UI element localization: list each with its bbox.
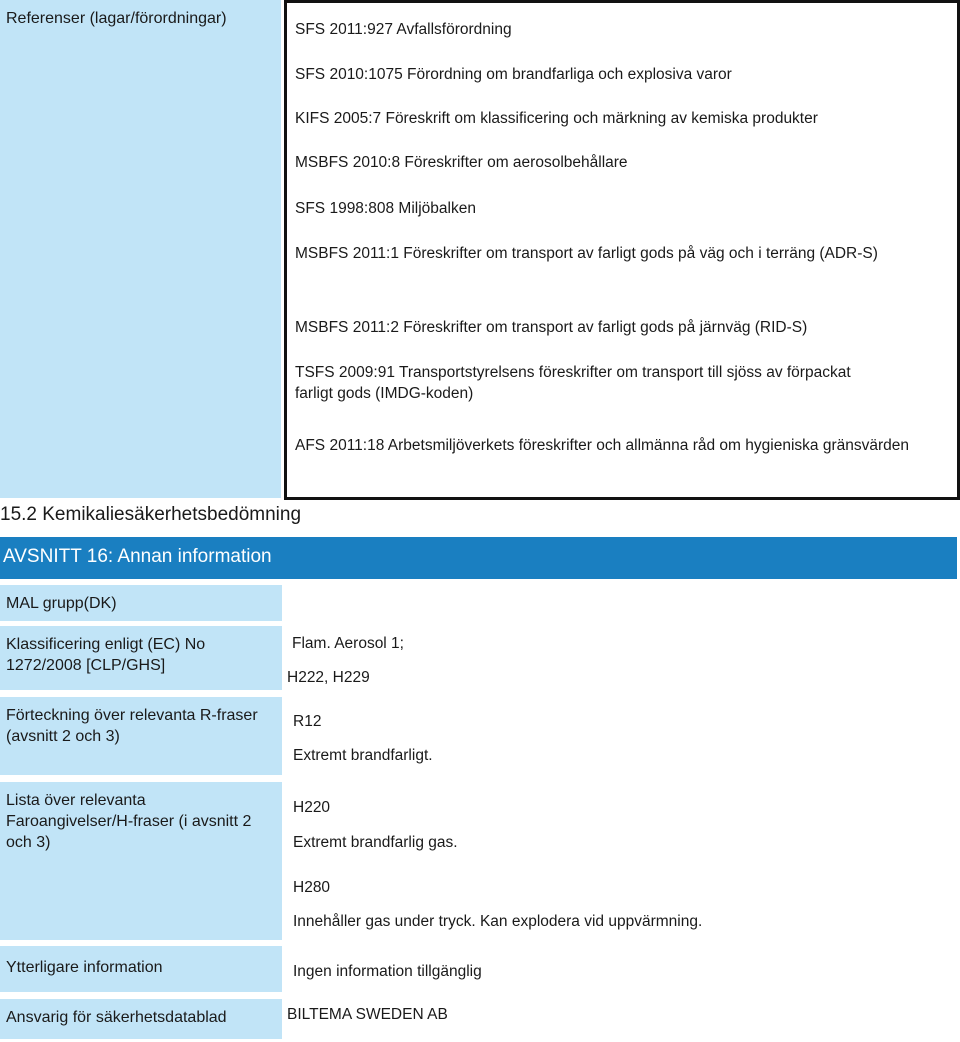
h-phrase-text-2: Innehåller gas under tryck. Kan explodera vid uppvärmning. xyxy=(293,913,703,930)
further-info-label: Ytterligare information xyxy=(6,959,163,976)
section-15-2-title: 15.2 Kemikaliesäkerhetsbedömning xyxy=(0,504,302,525)
references-label: Referenser (lagar/förordningar) xyxy=(6,10,227,27)
classification-label-cell xyxy=(0,626,282,690)
r-phrase-code: R12 xyxy=(293,713,322,730)
mal-group-label-cell xyxy=(0,585,282,621)
r-phrase-text: Extremt brandfarligt. xyxy=(293,747,433,764)
further-info-value: Ingen information tillgänglig xyxy=(293,963,482,980)
responsible-value: BILTEMA SWEDEN AB xyxy=(287,1006,448,1023)
classification-label: Klassificering enligt (EC) No 1272/2008 [CLP/GHS] xyxy=(6,636,206,674)
references-list xyxy=(284,0,960,500)
reference-item: KIFS 2005:7 Föreskrift om klassificering och märkning av kemiska produkter xyxy=(295,110,818,127)
reference-item: AFS 2011:18 Arbetsmiljöverkets föreskrifter och allmänna råd om hygieniska gränsvärden xyxy=(295,437,909,454)
mal-group-label: MAL grupp(DK) xyxy=(6,595,117,612)
r-phrases-label: Förteckning över relevanta R-fraser (avsnitt 2 och 3) xyxy=(6,707,258,745)
reference-item: MSBFS 2011:1 Föreskrifter om transport av farligt gods på väg och i terräng (ADR-S) xyxy=(295,245,878,262)
section-16-title: AVSNITT 16: Annan information xyxy=(3,546,272,567)
reference-item: MSBFS 2011:2 Föreskrifter om transport av farligt gods på järnväg (RID-S) xyxy=(295,319,808,336)
h-phrases-label: Lista över relevanta Faroangivelser/H-fraser (i avsnitt 2 och 3) xyxy=(6,792,252,851)
reference-item: SFS 2011:927 Avfallsförordning xyxy=(295,21,512,38)
section-16-header xyxy=(0,537,957,579)
reference-item: SFS 2010:1075 Förordning om brandfarliga och explosiva varor xyxy=(295,66,732,83)
h-phrases-label-cell xyxy=(0,782,282,940)
classification-line-2: H222, H229 xyxy=(287,669,370,686)
further-info-label-cell xyxy=(0,946,282,992)
h-phrase-code-2: H280 xyxy=(293,879,331,896)
h-phrase-code-1: H220 xyxy=(293,799,331,816)
reference-item: TSFS 2009:91 Transportstyrelsens föreskrifter om transport till sjöss av förpackat farligt gods (IMDG-koden) xyxy=(295,364,851,402)
responsible-label-cell xyxy=(0,999,282,1039)
classification-line-1: Flam. Aerosol 1; xyxy=(292,635,404,652)
reference-item: MSBFS 2010:8 Föreskrifter om aerosolbehållare xyxy=(295,154,628,171)
h-phrase-text-1: Extremt brandfarlig gas. xyxy=(293,834,458,851)
r-phrases-label-cell xyxy=(0,697,282,775)
references-label-cell xyxy=(0,0,281,498)
responsible-label: Ansvarig för säkerhetsdatablad xyxy=(6,1009,227,1026)
reference-item: SFS 1998:808 Miljöbalken xyxy=(295,200,476,217)
